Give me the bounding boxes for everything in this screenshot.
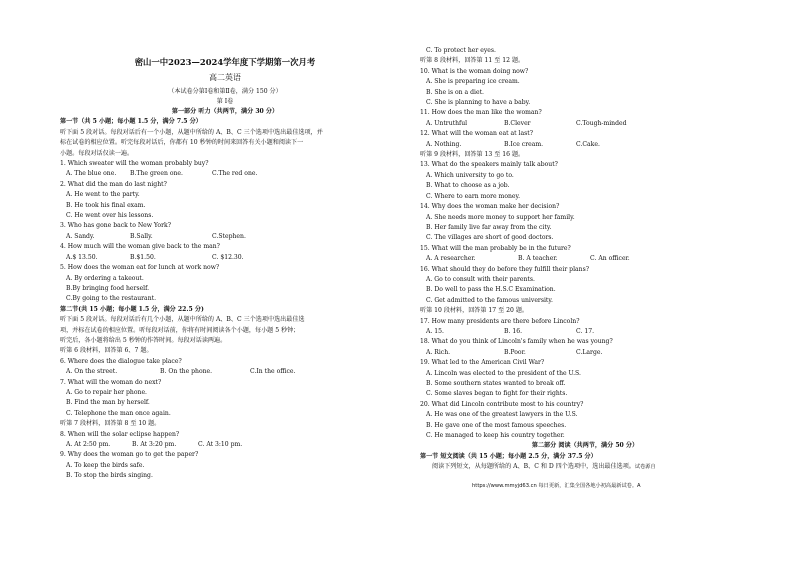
reading-section1-title: 第一节 短文阅读（共 15 小题；每小题 2.5 分，满分 37.5 分） <box>420 452 597 460</box>
question-9: 9. Why does the woman go to get the paper? <box>60 451 199 459</box>
question-1: 1. Which sweater will the woman probably buy? <box>60 160 209 168</box>
option-a: A. 15. <box>426 327 444 335</box>
option-a: A. At 2:50 pm. <box>66 441 111 448</box>
question-13: 13. What do the speakers mainly talk about? <box>420 161 558 169</box>
option-a: A. He was one of the greatest lawyers in the U.S. <box>426 411 578 419</box>
option-b: B. To stop the birds singing. <box>66 472 153 480</box>
option-a: A. On the street. <box>66 368 118 376</box>
question-6-options <box>60 367 390 377</box>
option-b: B. Some southern states wanted to break off. <box>426 380 566 387</box>
question-3-options <box>60 232 390 242</box>
question-18-options <box>420 348 750 358</box>
left-column <box>60 0 390 482</box>
question-17: 17. How many presidents are there before Lincoln? <box>420 317 580 325</box>
section2-instruction: 项，并标在试卷的相应位置。听每段对话前，你将有时间阅读各个小题，每小题 5 秒钟； <box>60 326 300 334</box>
option-a: A. Go to consult with their parents. <box>426 275 535 283</box>
exam-volume: 第 Ⅰ卷 <box>216 98 234 105</box>
option-a: A. Untruthful <box>426 119 468 127</box>
option-a: A. Rich. <box>426 348 451 356</box>
section1-title: 第一节（共 5 小题；每小题 1.5 分，满分 7.5 分） <box>60 118 202 126</box>
part2-title: 第二部分 阅读（共两节，满分 50 分） <box>531 442 639 450</box>
question-8: 8. When will the solar eclipse happen? <box>60 430 180 438</box>
listening-material-8: 听第 8 段材料，回答第 11 至 12 题。 <box>420 57 525 65</box>
option-c: C.Stephen. <box>212 232 246 240</box>
option-b: B.The green one. <box>130 170 183 178</box>
option-c: C.By going to the restaurant. <box>66 295 157 303</box>
option-c: C. To protect her eyes. <box>426 47 496 54</box>
option-a: A. She needs more money to support her family. <box>426 213 575 221</box>
question-15-options <box>420 254 750 264</box>
option-b: B. Her family live far away from the city. <box>426 223 552 231</box>
option-c: C. Get admitted to the famous university. <box>426 296 553 304</box>
question-2: 2. What did the man do last night? <box>60 180 167 188</box>
option-a: A. Lincoln was elected to the president of the U.S. <box>426 369 581 377</box>
exam-note: （本试卷分第Ⅰ卷和第Ⅱ卷，满分 150 分） <box>168 88 282 95</box>
option-c: C. $12.30. <box>212 253 244 261</box>
question-11: 11. How does the man like the woman? <box>420 109 542 117</box>
option-b: B. At 3:20 pm. <box>132 441 177 448</box>
question-14: 14. Why does the woman make her decision? <box>420 203 560 211</box>
option-b: B. She is on a diet. <box>426 88 484 96</box>
option-a: A. Which university to go to. <box>426 171 514 179</box>
footer-source: https://www.mmyjd63.cn 每日更新，汇集全国各地小初高最新试卷。A <box>472 483 641 489</box>
option-c: C.The red one. <box>212 170 258 178</box>
question-7: 7. What will the woman do next? <box>60 378 162 386</box>
option-b: B. 16. <box>504 327 523 335</box>
question-6: 6. Where does the dialogue take place? <box>60 357 182 365</box>
option-a: A.$ 13.50. <box>66 253 98 261</box>
option-a: A. To keep the birds safe. <box>66 461 145 469</box>
listening-material-10: 听第 10 段材料，回答第 17 至 20 题。 <box>420 307 529 315</box>
option-a: A. She is preparing ice cream. <box>426 78 520 86</box>
reading-instruction-tail: 试卷源自 <box>634 464 656 471</box>
option-b: B. He gave one of the most famous speeches. <box>426 421 567 429</box>
question-19: 19. What led to the American Civil War? <box>420 359 545 367</box>
question-12: 12. What will the woman eat at last? <box>420 130 533 138</box>
option-a: A. A researcher. <box>426 255 476 263</box>
option-a: A. He went to the party. <box>66 191 140 199</box>
question-4: 4. How much will the woman give back to the man? <box>60 243 220 251</box>
option-a: A. Go to repair her phone. <box>66 388 147 396</box>
option-a: A. The blue one. <box>66 170 117 178</box>
question-5: 5. How does the woman eat for lunch at work now? <box>60 264 220 272</box>
option-c: C. Some slaves began to fight for their rights. <box>426 390 568 398</box>
option-c: C. Telephone the man once again. <box>66 409 171 417</box>
right-column <box>420 0 750 473</box>
listening-material-6: 听第 6 段材料，回答第 6、7 题。 <box>60 347 153 355</box>
section2-title: 第二节(共 15 小题；每小题 1.5 分，满分 22.5 分) <box>60 305 204 313</box>
option-c: C. He managed to keep his country together. <box>426 432 565 440</box>
section2-instruction: 听下面 5 段对话。每段对话后有几个小题，从题中所给的 A、B、C 三个选项中选出最佳选 <box>60 316 305 324</box>
option-c: C. The villages are short of good doctors. <box>426 234 554 242</box>
reading-instruction <box>420 462 750 472</box>
option-b: B. What to choose as a job. <box>426 182 510 190</box>
question-15: 15. What will the man probably be in the future? <box>420 244 571 252</box>
section2-instruction: 听完后，各小题将给出 5 秒钟的作答时间。每段对话读两遍。 <box>60 336 227 344</box>
option-a: A. By ordering a takeout. <box>66 274 144 282</box>
option-b: B. Do well to pass the H.S.C Examination. <box>426 286 556 294</box>
option-c: C.Tough-minded <box>576 119 627 127</box>
option-c: C.Cake. <box>576 140 600 148</box>
option-b: B.By bringing food herself. <box>66 284 150 292</box>
option-c: C. Where to earn more money. <box>426 192 521 200</box>
question-10: 10. What is the woman doing now? <box>420 67 529 75</box>
option-b: B.Sally. <box>130 232 153 240</box>
question-8-options <box>60 440 390 450</box>
option-b: B.Clever <box>504 119 531 127</box>
question-20: 20. What did Lincoln contribute most to his country? <box>420 400 584 408</box>
option-a: A. Nothing. <box>426 140 462 148</box>
option-b: B.Poor. <box>504 348 526 356</box>
part1-title: 第一部分 听力（共两节，满分 30 分） <box>171 108 279 115</box>
option-b: B. A teacher. <box>518 255 558 263</box>
question-11-options <box>420 119 750 129</box>
option-b: B.Ice cream. <box>504 140 544 148</box>
option-b: B. On the phone. <box>160 368 213 376</box>
section1-instruction: 听下面 5 段对话。每段对话后有一个小题，从题中所给的 A、B、C 三个选项中选出最佳选项，并 <box>60 128 323 136</box>
reading-instruction-text: 阅读下列短文，从每题所给的 A、B、C 和 D 四个选项中，选出最佳选项。 <box>432 463 635 471</box>
option-c: C. An officer. <box>590 255 630 263</box>
exam-title: 密山一中2023—2024学年度下学期第一次月考 <box>134 57 316 67</box>
listening-material-7: 听第 7 段材料，回答第 8 至 10 题。 <box>60 420 161 428</box>
option-c: C. At 3:10 pm. <box>198 441 243 448</box>
question-4-options <box>60 253 390 263</box>
option-c: C.Large. <box>576 348 603 356</box>
option-c: C. 17. <box>576 327 595 335</box>
question-3: 3. Who has gone back to New York? <box>60 222 171 230</box>
option-a: A. Sandy. <box>66 232 95 240</box>
exam-subject: 高二英语 <box>209 73 241 82</box>
question-16: 16. What should they do before they fulfill their plans? <box>420 265 589 273</box>
question-12-options <box>420 140 750 150</box>
option-b: B. Find the man by herself. <box>66 399 150 407</box>
option-b: B. He took his final exam. <box>66 201 146 209</box>
question-1-options <box>60 169 390 179</box>
question-18: 18. What do you think of Lincoln's family when he was young? <box>420 338 613 346</box>
section1-instruction: 小题。每段对话仅读一遍。 <box>60 149 134 157</box>
section1-instruction: 标在试卷的相应位置。听完每段对话后，你都有 10 秒钟的时间来回答有关小题和阅读下一 <box>60 139 304 147</box>
option-c: C. She is planning to have a baby. <box>426 99 531 107</box>
option-b: B.$1.50. <box>130 253 156 261</box>
listening-material-9: 听第 9 段材料，回答第 13 至 16 题。 <box>420 151 525 159</box>
question-17-options <box>420 327 750 337</box>
option-c: C.In the office. <box>250 368 296 376</box>
option-c: C. He went over his lessons. <box>66 212 154 220</box>
